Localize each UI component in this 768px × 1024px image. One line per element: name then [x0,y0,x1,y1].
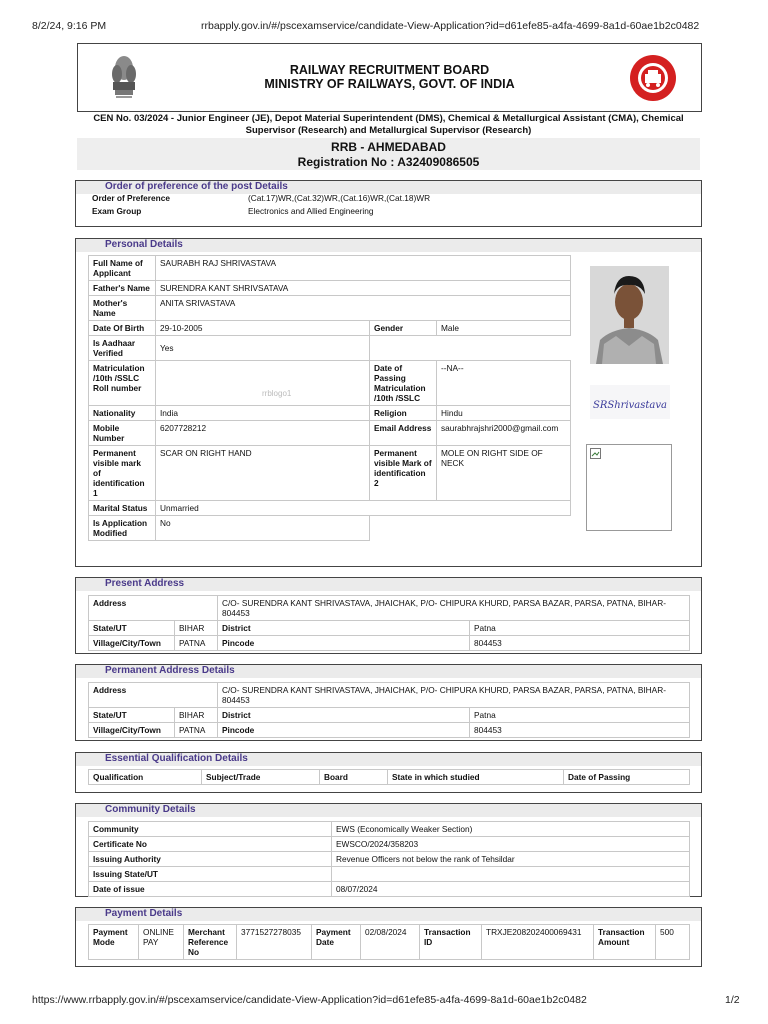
issuing-state-value [332,867,690,882]
modified-value: No [156,516,370,541]
table-row [89,361,571,406]
qualification-section [75,752,702,793]
table-row [89,822,690,837]
village-label: Village/City/Town [89,723,175,738]
aadhaar-label: Is Aadhaar Verified [89,336,156,361]
print-datetime: 8/2/24, 9:16 PM [32,20,107,32]
table-row [89,296,571,321]
mother-value: ANITA SRIVASTAVA [156,296,571,321]
broken-image-placeholder [586,444,672,531]
table-row [89,723,690,738]
mark2-value: MOLE ON RIGHT SIDE OF NECK [437,446,571,501]
broken-image-icon [590,448,602,460]
table-row [89,882,690,897]
father-value: SURENDRA KANT SHRIVSATAVA [156,281,571,296]
table-row [89,596,690,621]
modified-label: Is Application Modified [89,516,156,541]
table-row [89,516,571,541]
dob-label: Date Of Birth [89,321,156,336]
state-label: State/UT [89,708,175,723]
section-title: Present Address [105,578,185,589]
pincode-value: 804453 [470,723,690,738]
full-name-value: SAURABH RAJ SHRIVASTAVA [156,256,571,281]
state-value: BIHAR [175,708,218,723]
village-value: PATNA [175,636,218,651]
certificate-value: EWSCO/2024/358203 [332,837,690,852]
nationality-label: Nationality [89,406,156,421]
address-value: C/O- SURENDRA KANT SHRIVASTAVA, JHAICHAK, P/O- CHIPURA KHURD, PARSA BAZAR, PARSA, PATNA, BIHAR-804453 [218,596,690,621]
table-row [89,636,690,651]
mark2-label: Permanent visible Mark of identification 2 [370,446,437,501]
issue-date-label: Date of issue [89,882,332,897]
issue-date-value: 08/07/2024 [332,882,690,897]
payment-mode-label: Payment Mode [89,925,139,960]
matric-roll-value [156,361,370,406]
transaction-amount-value: 500 [656,925,690,960]
religion-label: Religion [370,406,437,421]
table-row [89,683,690,708]
mother-label: Mother's Name [89,296,156,321]
address-value: C/O- SURENDRA KANT SHRIVASTAVA, JHAICHAK, P/O- CHIPURA KHURD, PARSA BAZAR, PARSA, PATNA, BIHAR-804453 [218,683,690,708]
issuing-authority-label: Issuing Authority [89,852,332,867]
section-title: Permanent Address Details [105,665,235,676]
email-label: Email Address [370,421,437,446]
table-row [89,852,690,867]
table-row [88,192,434,205]
pincode-label: Pincode [218,723,470,738]
community-section [75,803,702,897]
mark1-value: SCAR ON RIGHT HAND [156,446,370,501]
table-row [89,406,571,421]
issuing-authority-value: Revenue Officers not below the rank of Tehsildar [332,852,690,867]
transaction-id-value: TRXJE208202400069431 [482,925,594,960]
table-row [89,501,571,516]
print-url: rrbapply.gov.in/#/pscexamservice/candidate-View-Application?id=d61efe85-a4fa-4699-8a1d-60ae1b2c0482 [201,20,700,32]
state-label: State/UT [89,621,175,636]
pincode-label: Pincode [218,636,470,651]
village-value: PATNA [175,723,218,738]
marital-label: Marital Status [89,501,156,516]
qualification-table [88,769,690,785]
certificate-label: Certificate No [89,837,332,852]
marital-value: Unmarried [156,501,571,516]
table-row [89,621,690,636]
preference-table [88,192,434,218]
transaction-amount-label: Transaction Amount [594,925,656,960]
religion-value: Hindu [437,406,571,421]
footer-url: https://www.rrbapply.gov.in/#/pscexamservice/candidate-View-Application?id=d61efe85-a4fa-4699-8a1d-60ae1b2c0482 [32,994,587,1006]
column-header-subject: Subject/Trade [202,770,320,785]
rrb-name: RRB - AHMEDABAD [331,140,446,154]
watermark-logo: rrblogo1 [262,389,292,398]
table-row [89,867,690,882]
preference-section [75,180,702,227]
district-label: District [218,621,470,636]
mobile-value: 6207728212 [156,421,370,446]
gender-label: Gender [370,321,437,336]
matric-roll-label: Matriculation /10th /SSLC Roll number [89,361,156,406]
table-row [89,321,571,336]
section-title: Payment Details [105,908,183,919]
section-title: Essential Qualification Details [105,753,248,764]
full-name-label: Full Name of Applicant [89,256,156,281]
section-title: Personal Details [105,239,183,250]
payment-section [75,907,702,967]
mobile-label: Mobile Number [89,421,156,446]
exam-group-value: Electronics and Allied Engineering [248,206,374,216]
table-row [89,281,571,296]
table-row [89,256,571,281]
permanent-address-table [88,682,690,738]
state-value: BIHAR [175,621,218,636]
father-label: Father's Name [89,281,156,296]
district-value: Patna [470,621,690,636]
svg-text:SRShrivastava: SRShrivastava [593,400,667,411]
community-label: Community [89,822,332,837]
section-title: Order of preference of the post Details [105,181,288,192]
cen-line-1: CEN No. 03/2024 - Junior Engineer (JE), Depot Material Superintendent (DMS), Chemical & Metallurgical Assistant (CMA), Chemical [93,113,684,124]
column-header-state: State in which studied [388,770,564,785]
district-value: Patna [470,708,690,723]
issuing-state-label: Issuing State/UT [89,867,332,882]
merchant-ref-value: 3771527278035 [237,925,312,960]
address-label: Address [89,683,218,708]
applicant-signature [590,385,670,419]
community-value: EWS (Economically Weaker Section) [332,822,690,837]
merchant-ref-label: Merchant Reference No [184,925,237,960]
dob-value: 29-10-2005 [156,321,370,336]
payment-date-label: Payment Date [312,925,361,960]
mark1-label: Permanent visible mark of identification 1 [89,446,156,501]
column-header-board: Board [320,770,388,785]
present-address-table [88,595,690,651]
table-row [88,205,434,218]
section-title: Community Details [105,804,196,815]
ministry-title: MINISTRY OF RAILWAYS, GOVT. OF INDIA [264,77,515,91]
order-value: (Cat.17)WR,(Cat.32)WR,(Cat.16)WR,(Cat.18)WR [248,193,431,203]
table-row [89,837,690,852]
order-label: Order of Preference [92,193,170,203]
table-header-row [89,770,690,785]
page-number: 1/2 [725,994,740,1006]
applicant-photo [590,266,669,364]
pincode-value: 804453 [470,636,690,651]
payment-date-value: 02/08/2024 [361,925,420,960]
rrb-registration-box [77,138,700,170]
exam-group-label: Exam Group [92,206,142,216]
district-label: District [218,708,470,723]
registration-number: Registration No : A32409086505 [297,155,480,169]
address-label: Address [89,596,218,621]
column-header-qualification: Qualification [89,770,202,785]
village-label: Village/City/Town [89,636,175,651]
matric-date-value: --NA-- [437,361,571,406]
table-row [89,925,690,960]
email-value: saurabhrajshri2000@gmail.com [437,421,571,446]
cen-notice [77,113,700,137]
cen-line-2: Supervisor (Research) and Metallurgical Supervisor (Research) [245,125,532,136]
table-row [89,446,571,501]
payment-mode-value: ONLINE PAY [139,925,184,960]
table-row [89,421,571,446]
aadhaar-value: Yes [156,336,370,361]
nationality-value: India [156,406,370,421]
indian-railways-logo-icon [629,54,677,102]
community-table [88,821,690,897]
present-address-section [75,577,702,654]
payment-table [88,924,690,960]
table-row [89,708,690,723]
permanent-address-section [75,664,702,741]
table-row [89,336,571,361]
board-header [77,43,702,112]
personal-table [88,255,571,541]
matric-date-label: Date of Passing Matriculation /10th /SSLC [370,361,437,406]
board-title: RAILWAY RECRUITMENT BOARD [289,63,490,77]
gender-value: Male [437,321,571,336]
transaction-id-label: Transaction ID [420,925,482,960]
column-header-date: Date of Passing [564,770,690,785]
